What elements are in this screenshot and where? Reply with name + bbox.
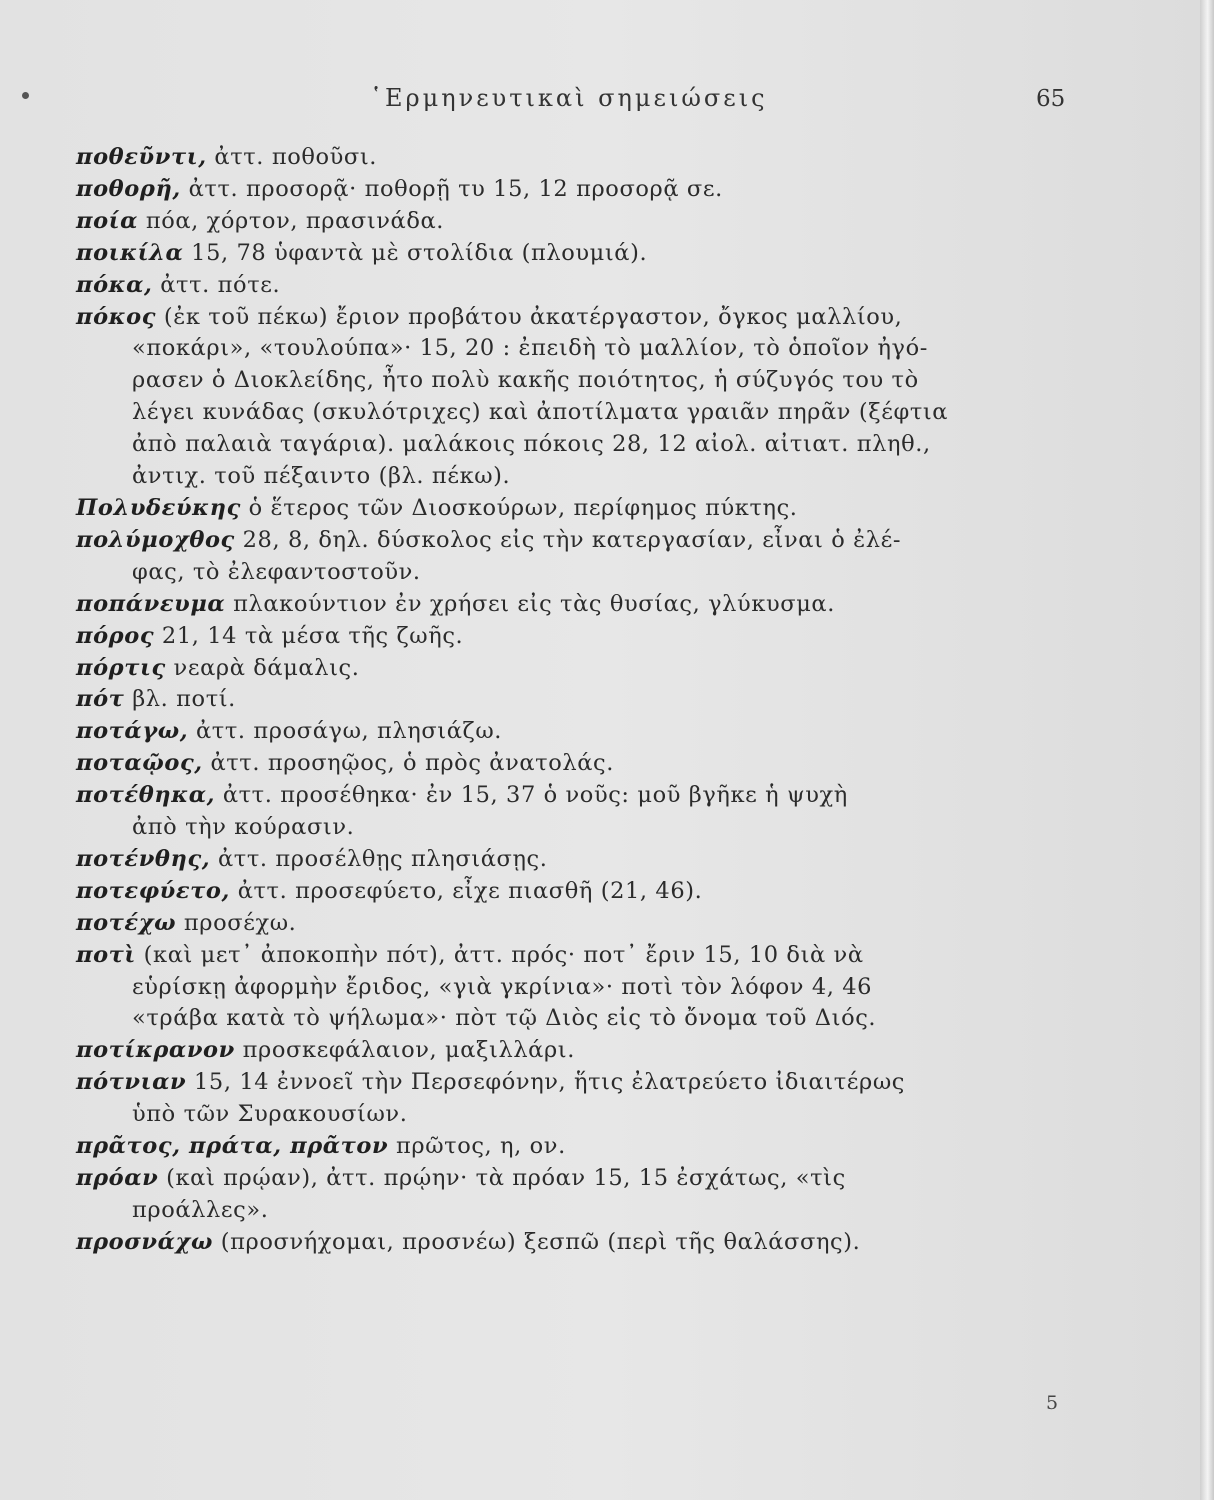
entry-definition: πόα, χόρτον, πρασινάδα. xyxy=(145,207,445,234)
entry-headword: πρόαν xyxy=(76,1165,159,1191)
entry-first-line xyxy=(76,876,1086,908)
glossary-entry xyxy=(76,748,1086,780)
entry-first-line xyxy=(76,908,1086,940)
entry-headword: ποθορῆ, xyxy=(76,175,181,202)
entry-continuation-line: φας, τὸ ἐλεφαντοστοῦν. xyxy=(132,558,421,585)
entry-continuation-line: ἀπὸ τὴν κούρασιν. xyxy=(132,814,355,841)
entry-headword: ποτίκρανον xyxy=(76,1037,235,1064)
glossary-entry xyxy=(76,174,1086,206)
entry-headword: ποτεφύετο, xyxy=(76,877,230,904)
entry-headword: ποπάνευμα xyxy=(76,590,226,617)
glossary-entry xyxy=(76,1163,1086,1227)
glossary-entry xyxy=(76,302,1086,493)
glossary-entry xyxy=(76,1067,1086,1131)
entry-first-line xyxy=(76,1163,1086,1195)
entry-definition: 21, 14 τὰ μέσα τῆς ζωῆς. xyxy=(161,622,464,649)
entry-first-line xyxy=(76,493,1086,525)
glossary-entry xyxy=(76,844,1086,876)
entry-continuation-line: «τράβα κατὰ τὸ ψήλωμα»· πὸτ τῷ Διὸς εἰς τὸ ὄνομα τοῦ Διός. xyxy=(132,1005,877,1032)
entry-first-line xyxy=(76,716,1086,748)
entry-definition: ὁ ἕτερος τῶν Διοσκούρων, περίφημος πύκτης. xyxy=(248,494,798,521)
running-title: ῾Ερμηνευτικαὶ σημειώσεις xyxy=(370,84,768,112)
entry-definition: ἀττ. προσέθηκα· ἐν 15, 37 ὁ νοῦς: μοῦ βγῆκε ἡ ψυχὴ xyxy=(222,782,848,809)
glossary-entry xyxy=(76,589,1086,621)
entry-definition: (καὶ μετ᾿ ἀποκοπὴν πότ), ἀττ. πρός· ποτ᾿ ἔριν 15, 10 διὰ νὰ xyxy=(143,941,864,968)
entry-headword: ποταῷος, xyxy=(76,750,203,777)
glossary-entry xyxy=(76,206,1086,238)
glossary-entry xyxy=(76,876,1086,908)
entry-definition: ἀττ. προσάγω, πλησιάζω. xyxy=(196,718,503,745)
entry-headword: πότνιαν xyxy=(76,1069,187,1096)
entry-definition: ἀττ. προσεφύετο, εἶχε πιασθῆ (21, 46). xyxy=(237,877,703,904)
signature-mark: 5 xyxy=(1046,1392,1059,1414)
entry-definition: πρῶτος, η, ον. xyxy=(396,1133,566,1160)
glossary-entry xyxy=(76,908,1086,940)
glossary-entry xyxy=(76,653,1086,685)
entry-definition: (ἐκ τοῦ πέκω) ἔριον προβάτου ἀκατέργαστον, ὄγκος μαλλίου, xyxy=(163,303,903,330)
glossary-entries xyxy=(76,142,1086,1259)
entry-headword: ποία xyxy=(76,207,139,234)
entry-definition: πλακούντιον ἐν χρήσει εἰς τὰς θυσίας, γλύκυσμα. xyxy=(233,590,835,617)
entry-definition: 28, 8, δηλ. δύσκολος εἰς τὴν κατεργασίαν, εἶναι ὁ ἐλέ- xyxy=(242,526,902,553)
entry-first-line xyxy=(76,940,1086,972)
glossary-entry xyxy=(76,684,1086,716)
entry-first-line xyxy=(76,174,1086,206)
glossary-entry xyxy=(76,270,1086,302)
entry-definition: 15, 14 ἐννοεῖ τὴν Περσεφόνην, ἥτις ἐλατρεύετο ἰδιαιτέρως xyxy=(194,1069,905,1096)
entry-continuation-line: ἀντιχ. τοῦ πέξαιντο (βλ. πέκω). xyxy=(132,463,511,490)
entry-definition: 15, 78 ὑφαντὰ μὲ στολίδια (πλουμιά). xyxy=(191,239,648,266)
page-number: 65 xyxy=(1036,86,1066,112)
entry-continuation-line: «ποκάρι», «τουλούπα»· 15, 20 : ἐπειδὴ τὸ μαλλίον, τὸ ὁποῖον ἠγό- xyxy=(132,335,928,362)
entry-continuation-line: λέγει κυνάδας (σκυλότριχες) καὶ ἀποτίλματα γραιᾶν πηρᾶν (ξέφτια xyxy=(132,399,949,426)
entry-definition: βλ. ποτί. xyxy=(132,686,236,713)
entry-first-line xyxy=(76,238,1086,270)
entry-first-line xyxy=(76,206,1086,238)
entry-first-line xyxy=(76,780,1086,812)
glossary-entry xyxy=(76,716,1086,748)
page-edge xyxy=(1200,0,1214,1500)
margin-dot xyxy=(22,92,29,99)
entry-headword: προσνάχω xyxy=(76,1228,213,1255)
entry-first-line xyxy=(76,1067,1086,1099)
glossary-entry xyxy=(76,780,1086,844)
glossary-entry xyxy=(76,238,1086,270)
entry-definition: (καὶ πρῴαν), ἀττ. πρῴην· τὰ πρόαν 15, 15 ἐσχάτως, «τὶς xyxy=(166,1165,846,1191)
glossary-entry xyxy=(76,1131,1086,1163)
glossary-entry xyxy=(76,1035,1086,1067)
entry-first-line xyxy=(76,653,1086,685)
glossary-entry xyxy=(76,621,1086,653)
entry-first-line xyxy=(76,748,1086,780)
glossary-entry xyxy=(76,525,1086,589)
entry-headword: ποτάγω, xyxy=(76,718,189,745)
entry-headword: ποτὶ xyxy=(76,941,136,968)
entry-first-line xyxy=(76,525,1086,557)
entry-definition: ἀττ. προσορᾷ· ποθορῇ τυ 15, 12 προσορᾷ σε. xyxy=(188,175,723,202)
entry-headword: ποτέχω xyxy=(76,909,177,936)
entry-first-line xyxy=(76,844,1086,876)
entry-headword: πρᾶτος, πράτα, πρᾶτον xyxy=(76,1133,389,1160)
entry-headword: πόκος xyxy=(76,303,157,330)
entry-headword: πόρτις xyxy=(76,654,166,681)
entry-first-line xyxy=(76,1035,1086,1067)
entry-definition: (προσνήχομαι, προσνέω) ξεσπῶ (περὶ τῆς θαλάσσης). xyxy=(220,1228,861,1255)
entry-first-line xyxy=(76,1227,1086,1259)
entry-continuation-line: ἀπὸ παλαιὰ ταγάρια). μαλάκοις πόκοις 28, 12 αἰολ. αἰτιατ. πληθ., xyxy=(132,431,931,458)
entry-definition: ἀττ. πότε. xyxy=(160,271,281,298)
entry-headword: ποτένθης, xyxy=(76,845,211,872)
entry-headword: πολύμοχθος xyxy=(76,526,235,553)
entry-headword: πότ xyxy=(76,686,125,713)
entry-headword: πόρος xyxy=(76,622,155,649)
entry-definition: νεαρὰ δάμαλις. xyxy=(173,654,360,681)
entry-headword: ποθεῦντι, xyxy=(76,144,207,170)
glossary-entry xyxy=(76,1227,1086,1259)
entry-definition: προσέχω. xyxy=(183,909,297,936)
entry-continuation-line: ρασεν ὁ Διοκλείδης, ἦτο πολὺ κακῆς ποιότητος, ἡ σύζυγός του τὸ xyxy=(132,367,919,394)
entry-headword: Πολυδεύκης xyxy=(76,494,241,521)
entry-first-line xyxy=(76,589,1086,621)
entry-first-line xyxy=(76,684,1086,716)
entry-headword: ποικίλα xyxy=(76,239,184,266)
entry-first-line xyxy=(76,142,1086,174)
entry-headword: πόκα, xyxy=(76,271,153,298)
entry-definition: ἀττ. ποθοῦσι. xyxy=(214,144,378,170)
entry-first-line xyxy=(76,270,1086,302)
entry-definition: ἀττ. προσηῷος, ὁ πρὸς ἀνατολάς. xyxy=(210,750,614,777)
glossary-entry xyxy=(76,493,1086,525)
entry-definition: ἀττ. προσέλθῃς πλησιάσῃς. xyxy=(217,845,548,872)
entry-first-line xyxy=(76,1131,1086,1163)
entry-definition: προσκεφάλαιον, μαξιλλάρι. xyxy=(242,1037,575,1064)
entry-continuation-line: προάλλες». xyxy=(132,1196,269,1223)
entry-continuation-line: ὑπὸ τῶν Συρακουσίων. xyxy=(132,1101,408,1128)
entry-continuation-line: εὑρίσκῃ ἀφορμὴν ἔριδος, «γιὰ γκρίνια»· ποτὶ τὸν λόφον 4, 46 xyxy=(132,973,873,1000)
entry-headword: ποτέθηκα, xyxy=(76,782,216,809)
glossary-entry xyxy=(76,142,1086,174)
entry-first-line xyxy=(76,302,1086,334)
glossary-entry xyxy=(76,940,1086,1036)
entry-first-line xyxy=(76,621,1086,653)
